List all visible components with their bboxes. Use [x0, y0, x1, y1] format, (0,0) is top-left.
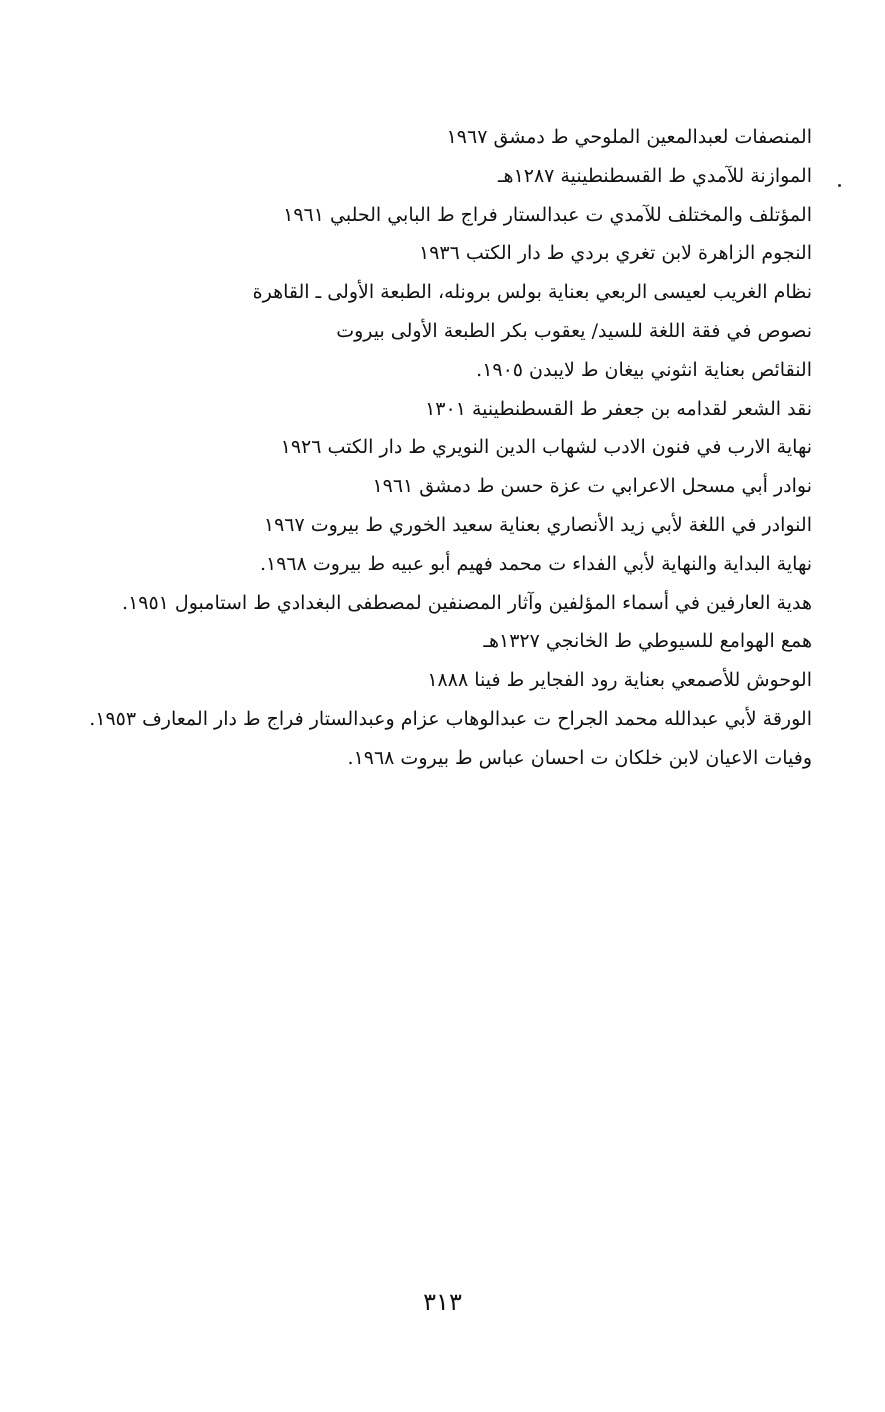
- bibliography-entry: الوحوش للأصمعي بعناية رود الفجاير ط فينا ١٨٨٨: [427, 669, 812, 692]
- bibliography-entry: الموازنة للآمدي ط القسطنطينية ١٢٨٧هـ: [497, 164, 812, 187]
- bibliography-entry: نقد الشعر لقدامه بن جعفر ط القسطنطينية ١٣٠١: [425, 397, 812, 420]
- bibliography-entry: هدية العارفين في أسماء المؤلفين وآثار المصنفين لمصطفى البغدادي ط استامبول ١٩٥١.: [122, 591, 812, 614]
- bibliography-entry: نهاية الارب في فنون الادب لشهاب الدين النويري ط دار الكتب ١٩٢٦: [280, 436, 812, 459]
- stray-dot-mark: [838, 184, 841, 187]
- bibliography-entry: نوادر أبي مسحل الاعرابي ت عزة حسن ط دمشق ١٩٦١: [372, 475, 812, 498]
- bibliography-list: [67, 118, 812, 778]
- bibliography-entry: المنصفات لعبدالمعين الملوحي ط دمشق ١٩٦٧: [446, 126, 812, 148]
- bibliography-entry: وفيات الاعيان لابن خلكان ت احسان عباس ط بيروت ١٩٦٨.: [347, 746, 812, 769]
- page-number: ٣١٣: [423, 1288, 462, 1316]
- bibliography-entry: النقائص بعناية انثوني بيغان ط لايبدن ١٩٠٥.: [476, 358, 812, 381]
- bibliography-entry: النوادر في اللغة لأبي زيد الأنصاري بعناية سعيد الخوري ط بيروت ١٩٦٧: [263, 513, 812, 536]
- bibliography-entry: نظام الغريب لعيسى الربعي بعناية بولس برونله، الطبعة الأولى ـ القاهرة: [252, 281, 812, 304]
- bibliography-entry: المؤتلف والمختلف للآمدي ت عبدالستار فراج ط البابي الحلبي ١٩٦١: [283, 203, 812, 226]
- bibliography-entry: نصوص في فقة اللغة للسيد/ يعقوب بكر الطبعة الأولى بيروت: [336, 319, 812, 342]
- bibliography-entry: نهاية البداية والنهاية لأبي الفداء ت محمد فهيم أبو عبيه ط بيروت ١٩٦٨.: [259, 552, 812, 575]
- bibliography-entry: الورقة لأبي عبدالله محمد الجراح ت عبدالوهاب عزام وعبدالستار فراج ط دار المعارف ١٩٥٣.: [89, 707, 812, 730]
- bibliography-entry: النجوم الزاهرة لابن تغري بردي ط دار الكتب ١٩٣٦: [418, 242, 812, 265]
- bibliography-entry: همع الهوامع للسيوطي ط الخانجي ١٣٢٧هـ: [483, 630, 812, 653]
